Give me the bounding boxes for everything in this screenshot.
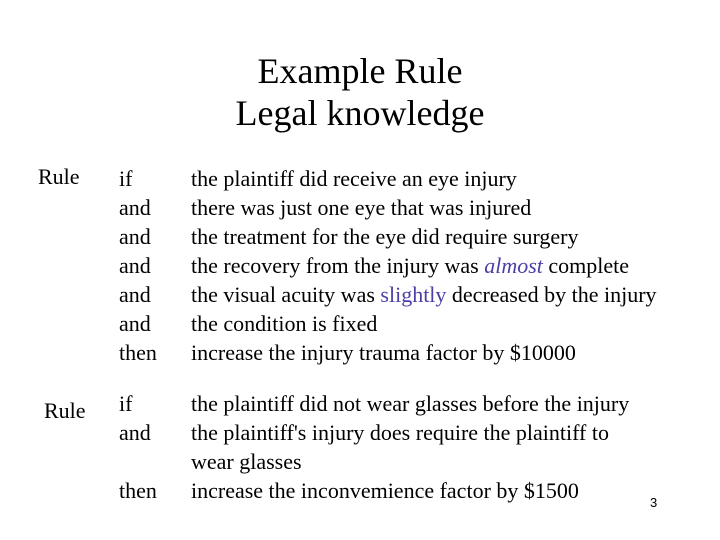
rule-1-label: Rule [38, 164, 80, 189]
clause: the treatment for the eye did require surgery [191, 224, 579, 249]
clause: wear glasses [191, 449, 302, 474]
clause [191, 280, 657, 309]
connective-and: and [119, 420, 151, 445]
page-number: 3 [650, 495, 658, 510]
connective-and: and [119, 195, 151, 220]
clause: increase the injury trauma factor by $10000 [191, 340, 576, 365]
rule-2-clauses [191, 389, 629, 505]
highlighted-word: almost [484, 253, 543, 278]
title-line-2: Legal knowledge [235, 93, 485, 133]
title-line-1-text: Example Rule [257, 51, 463, 91]
clause: the plaintiff did not wear glasses before the injury [191, 391, 630, 416]
rule-1-clauses [191, 164, 657, 367]
clause-text: complete [542, 253, 630, 278]
connective-and: and [119, 311, 151, 336]
slide-title [0, 50, 720, 134]
rule-2-label: Rule [44, 398, 86, 423]
clause: there was just one eye that was injured [191, 195, 532, 220]
clause-text: the visual acuity was [191, 282, 381, 307]
clause: the plaintiff's injury does require the plaintiff to [191, 420, 609, 445]
rule-1-connectives [119, 164, 157, 367]
spacer [119, 447, 157, 476]
connective-and: and [119, 282, 151, 307]
clause-text: the recovery from the injury was [191, 253, 485, 278]
connective-and: and [119, 253, 151, 278]
connective-then: then [119, 340, 157, 365]
highlighted-word: slightly [380, 282, 447, 307]
connective-if: if [119, 391, 133, 416]
clause: the condition is fixed [191, 311, 378, 336]
clause: increase the inconvemience factor by $1500 [191, 478, 579, 503]
clause-text: decreased by the injury [446, 282, 657, 307]
rule-2-connectives [119, 389, 157, 505]
clause [191, 251, 657, 280]
connective-and: and [119, 224, 151, 249]
connective-if: if [119, 166, 133, 191]
clause: the plaintiff did receive an eye injury [191, 166, 517, 191]
connective-then: then [119, 478, 157, 503]
title-line-1 [0, 50, 720, 92]
